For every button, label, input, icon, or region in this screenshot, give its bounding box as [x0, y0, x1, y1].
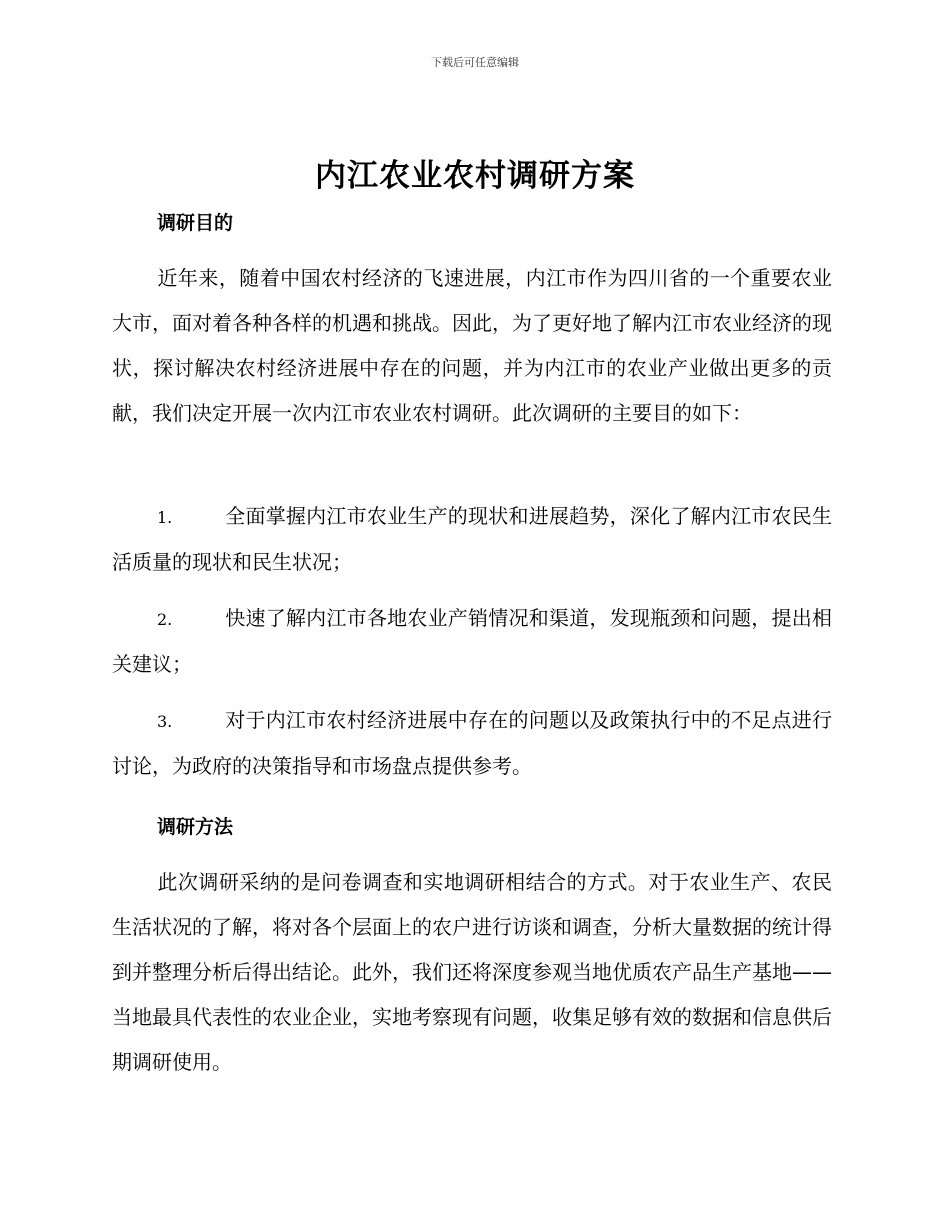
section-heading-purpose: 调研目的	[157, 212, 234, 234]
document-title: 内江农业农村调研方案	[315, 158, 635, 194]
list-item-text: 快速了解内江市各地农业产销情况和渠道，发现瓶颈和问题，提出相关建议；	[112, 606, 832, 676]
purpose-intro-paragraph	[112, 256, 832, 436]
section-heading-method: 调研方法	[157, 816, 234, 838]
method-paragraph	[112, 860, 832, 1085]
list-item-number: 3.	[157, 712, 173, 731]
list-item-number: 1.	[157, 508, 173, 527]
list-item	[112, 494, 832, 585]
list-item	[112, 698, 832, 789]
list-item-text: 对于内江市农村经济进展中存在的问题以及政策执行中的不足点进行讨论，为政府的决策指导和市场盘点提供参考。	[112, 708, 832, 778]
list-item	[112, 596, 832, 687]
list-item-number: 2.	[157, 610, 173, 629]
list-item-text: 全面掌握内江市农业生产的现状和进展趋势，深化了解内江市农民生活质量的现状和民生状况；	[112, 504, 832, 574]
purpose-intro-text: 近年来，随着中国农村经济的飞速进展，内江市作为四川省的一个重要农业大市，面对着各种各样的机遇和挑战。因此，为了更好地了解内江市农业经济的现状，探讨解决农村经济进展中存在的问题，并为内江市的农业产业做出更多的贡献，我们决定开展一次内江市农业农村调研。此次调研的主要目的如下：	[112, 266, 832, 425]
header-note: 下载后可任意编辑	[431, 56, 519, 69]
method-text: 此次调研采纳的是问卷调查和实地调研相结合的方式。对于农业生产、农民生活状况的了解，将对各个层面上的农户进行访谈和调查，分析大量数据的统计得到并整理分析后得出结论。此外，我们还将深度参观当地优质农产品生产基地——当地最具代表性的农业企业，实地考察现有问题，收集足够有效的数据和信息供后期调研使用。	[112, 870, 832, 1074]
